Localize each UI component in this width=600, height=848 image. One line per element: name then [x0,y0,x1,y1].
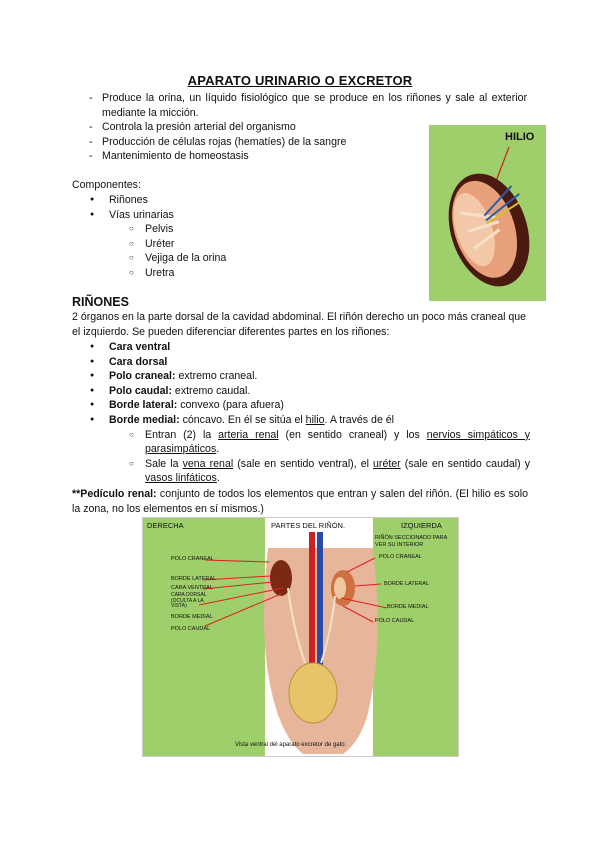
entran-item [72,428,530,457]
kidney-illustration [429,125,546,301]
components-wrapper [72,193,372,281]
part-item [72,340,530,355]
part-item [72,413,530,428]
function-item: - Producción de células rojas (hematíes) de la sangre [72,135,527,150]
part-item [72,355,530,370]
part-desc: cóncavo. En él se sitúa el [179,413,306,426]
vias-list [72,222,372,280]
fig-label-left: POLO CRANEAL [171,556,214,562]
page-title: APARATO URINARIO O EXCRETOR [187,73,413,88]
right-header: IZQUIERDA [401,521,442,530]
part-desc: extremo craneal. [175,370,258,383]
part-term: Cara ventral [109,341,171,353]
nervios-term: nervios simpáticos y parasimpáticos [145,428,530,456]
part-term: Polo caudal: [109,384,172,397]
text-run: . [216,443,220,456]
pointer-line [205,560,269,562]
center-header: PARTES DEL RIÑÓN. [271,521,346,530]
fig-label-right: POLO CRANEAL [379,554,422,560]
pediculo-prefix: ** [72,488,81,500]
part-item [72,398,530,413]
fig-label-left: BORDE LATERAL [171,576,217,582]
fig-label-left: POLO CAUDAL [171,626,211,632]
text-run: (sale en sentido ventral), el [233,457,374,470]
fig-label-left: BORDE MEDIAL [171,614,213,620]
via-item: ○ Pelvis [72,222,372,237]
part-term: Cara dorsal [109,355,168,368]
part-term: Borde lateral: [109,399,178,412]
part-desc: extremo caudal. [171,384,251,397]
hilio-term: hilio [305,413,325,426]
hilio-figure [429,125,546,301]
pediculo-term: Pedículo renal: [80,488,157,500]
pediculo-paragraph [72,487,528,516]
pointer-line [203,582,273,589]
part-term: Polo craneal: [109,370,176,383]
kidney-shape [435,162,545,296]
part-item [72,369,530,384]
fig-label-right: BORDE LATERAL [384,581,430,587]
text-run: . [216,472,220,485]
section-intro: 2 órganos en la parte dorsal de la cavidad abdominal. El riñón derecho un poco más craneal que el izquierdo. Se pueden diferenciar diferentes partes en los riñones: [72,311,527,338]
aorta [309,532,315,682]
text-run: Sale la [145,457,183,470]
fig-label-left: CARA DORSAL (OCULTA A LA VISTA) [171,592,207,609]
components-label: Componentes: [72,179,141,191]
function-item: - Controla la presión arterial del organismo [72,120,527,135]
pediculo-text: conjunto de todos los elementos que entran y salen del riñón. (El hilio es solo la zona, no los elementos en sí mismos.) [72,488,528,515]
vena-renal-term: vena renal [182,457,234,470]
hilio-label: HILIO [505,131,535,143]
arteria-renal-term: arteria renal [218,428,279,441]
component-item: ● Riñones [72,193,372,208]
figure-caption: Vista ventral del aparato excretor de gato. [235,742,347,748]
text-run: Entran (2) la [145,428,219,441]
sale-item [72,457,530,486]
vasos-term: vasos linfáticos [145,472,217,485]
part-desc: convexo (para afuera) [177,399,284,412]
left-header: DERECHA [147,521,184,530]
kidney-parts-figure [142,517,459,757]
via-item: ○ Uréter [72,237,372,252]
part-item [72,384,530,399]
hilio-subitems [72,428,530,486]
via-item: ○ Vejiga de la orina [72,251,372,266]
function-item: - Produce la orina, un líquido fisiológico que se produce en los riñones y sale al exterior mediante la micción. [72,91,527,120]
right-note: RIÑÓN SECCIONADO PARA VER SU INTERIOR [375,535,448,548]
components-list [72,193,372,222]
text-run: (sale en sentido caudal) y [400,457,530,470]
fig-label-right: BORDE MEDIAL [387,604,429,610]
parts-wrapper [72,340,530,486]
component-item: ● Vías urinarias [72,208,372,223]
via-item: ○ Uretra [72,266,372,281]
fig-label-left: CARA VENTRAL [171,585,213,591]
text-run: (en sentido craneal) y los [278,428,427,441]
function-item: - Mantenimiento de homeostasis [72,149,527,164]
fig-label-right: POLO CAUDAL [375,618,415,624]
part-term: Borde medial: [109,413,180,426]
ureter-term: uréter [373,457,401,470]
part-desc: . A través de él [324,413,395,426]
section-heading: RIÑONES [72,295,129,309]
parts-list [72,340,530,428]
bladder [289,663,337,723]
